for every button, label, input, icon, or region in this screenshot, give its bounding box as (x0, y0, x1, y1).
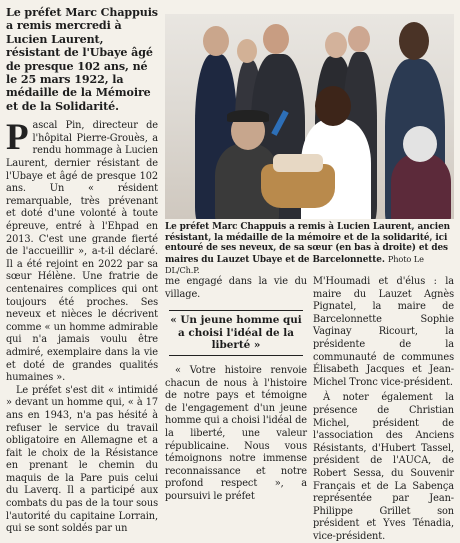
lead-text: ascal Pin, directeur de l'hôpital Pierre-Grouès, a rendu hommage à Lucien Laurent, dernier résistant de l'Ubaye et âgé de presque 102 ans. Un « résident remarquable, très prévenant et doté d'une volonté à toute épreuve, entré à l'Ehpad en 2013. C'est une grande fierté de l'accueillir », a-t-il déclaré. Il a été rejoint en 2022 par sa sœur Hélène. Une fratrie de centenaires complices qui ont toujours été proches. Ses neveux et nièces le décrivent comme « un homme admirable qui n'a jamais voulu être admiré, exemplaire dans la vie et doté de grandes qualités humaines ». (6, 120, 158, 384)
right-column (313, 276, 454, 543)
photo-head-hair (315, 86, 351, 126)
paragraph-2: Le préfet s'est dit « intimidé » devant un homme qui, « à 17 ans en 1943, n'a pas hésité à refuser le service du travail obligatoire en Allemagne et a fait le choix de la Résistance en prenant le chemin du maquis de la Pare puis celui du Laverq. Il a participé aux combats du pas de la tour sous l'autorité du capitaine Lorrain, qui se sont soldés par un (6, 384, 158, 535)
photo-head-sister (403, 126, 437, 162)
middle-top-text: me engagé dans la vie du village. (165, 276, 307, 300)
photo-head (348, 26, 370, 52)
photo-head-hair (399, 22, 429, 60)
middle-body-text: « Votre histoire renvoie chacun de nous à l'histoire de notre pays et témoigne de l'engagement d'un jeune homme qui a choisi l'idéal de la liberté, une valeur républicaine. Nous vous témoignons notre immense reconnaissance et notre profond respect », a poursuivi le préfet (165, 364, 307, 502)
photo-credit: Photo Le DL/Ch.P. (165, 253, 424, 276)
lead-paragraph (6, 117, 158, 384)
pull-quote: « Un jeune homme qui a choisi l'idéal de la liberté » (169, 310, 303, 356)
basket-contents (273, 154, 323, 172)
middle-column (165, 276, 307, 504)
caption-text: Le préfet Marc Chappuis a remis à Lucien Laurent, ancien résistant, la médaille de la mémoire et de la solidarité, ici entouré de ses neveux, de sa sœur (en bas à droite) et des maires du Lauzet Ubaye et de Barcelonnette. (165, 222, 450, 265)
beret-icon (227, 110, 269, 122)
photo-person-sister (391, 154, 451, 219)
photo-head (263, 24, 289, 54)
left-column (6, 6, 158, 536)
photo-head (203, 26, 229, 56)
right-top-text: M'Houmadi et d'élus : la maire du Lauzet Agnès Pignatel, la maire de Barcelonnette Sophie Vaginay Ricourt, la présidente de la communauté de communes Élisabeth Jacques et Jean-Michel Tronc vice-président. (313, 276, 454, 388)
photo-head (237, 39, 257, 63)
article-headline: Le préfet Marc Chappuis a remis mercredi à Lucien Laurent, résistant de l'Ubaye âgé de presque 102 ans, né le 25 mars 1922, la médaille de la Mémoire et de la Solidarité. (6, 6, 158, 113)
photo-head (325, 32, 347, 58)
drop-cap: P (6, 117, 29, 159)
photo-caption (165, 222, 454, 277)
right-body-text: À noter également la présence de Christian Michel, président de l'association des Anciens Résistants, d'Hubert Tassel, président de l'AUCA, de Robert Sessa, du Souvenir Français et de La Sabença représentée par Jean-Philippe Grillet son président et Yves Ténadia, vice-président. (313, 392, 454, 542)
article-photo (165, 14, 454, 219)
